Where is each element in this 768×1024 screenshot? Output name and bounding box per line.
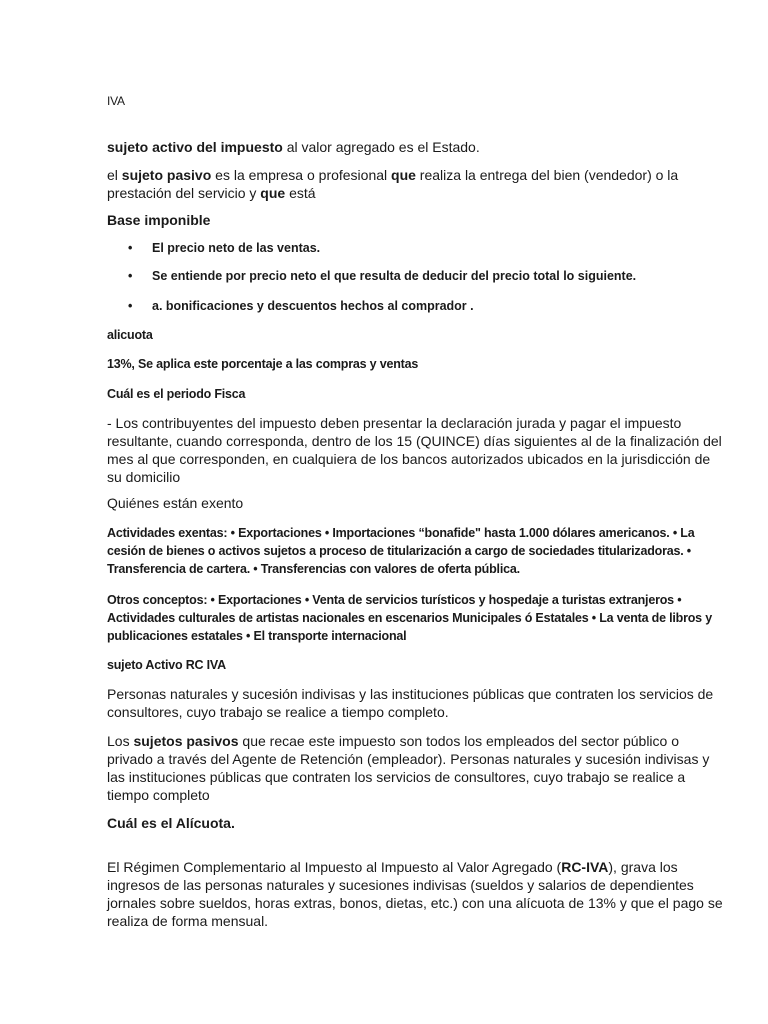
bold-term: que xyxy=(260,185,286,201)
text-span: El Régimen Complementario al Impuesto al Impuesto al Valor Agregado ( xyxy=(107,859,562,875)
list-item-text: Se entiende por precio neto el que resulta de deducir del precio total lo siguiente. xyxy=(152,269,637,283)
list-item xyxy=(128,269,728,283)
otros-conceptos: Otros conceptos: • Exportaciones • Venta de servicios turísticos y hospedaje a turistas extranjeros • Actividades culturales de artistas nacionales en escenarios Municipales ó Estatales • La venta de libros y publicaciones estatales • El transporte internacional xyxy=(107,593,712,643)
bullet-dot: • xyxy=(128,269,133,283)
paragraph-regimen xyxy=(107,858,728,930)
rc-iva-label: sujeto Activo RC IVA xyxy=(107,658,226,672)
alicuota-label: alicuota xyxy=(107,328,153,342)
rc-iva-text: Personas naturales y sucesión indivisas y las instituciones públicas que contraten los servicios de consultores, cuyo trabajo se realice a tiempo completo. xyxy=(107,686,714,720)
list-item xyxy=(128,241,728,255)
text-span: realiza la entrega del bien (vendedor) o la prestación del servicio y xyxy=(107,167,679,201)
bold-term: RC-IVA xyxy=(561,859,609,875)
periodo-label: Cuál es el periodo Fisca xyxy=(107,387,246,401)
text-span: Los xyxy=(107,733,134,749)
paragraph-sujeto-activo xyxy=(107,138,728,156)
bold-term: sujetos pasivos xyxy=(133,733,239,749)
text-span: es la empresa o profesional xyxy=(211,167,392,183)
list-item-text: a. bonificaciones y descuentos hechos al comprador . xyxy=(152,299,474,313)
text-span: está xyxy=(285,185,316,201)
list-item-text: El precio neto de las ventas. xyxy=(152,241,321,255)
bold-term: sujeto activo del impuesto xyxy=(107,139,283,155)
bullet-dot: • xyxy=(128,299,133,313)
heading-base-imponible: Base imponible xyxy=(107,212,211,228)
alicuota-text: 13%, Se aplica este porcentaje a las compras y ventas xyxy=(107,357,419,371)
text-span: ), grava los ingresos de las personas naturales y sucesiones indivisas (sueldos y salarios de dependientes jornales sobre sueldos, horas extras, bonos, dietas, etc.) con una alícuota de 13% y que el pago se realiza de forma mensual. xyxy=(107,859,723,929)
actividades-exentas: Actividades exentas: • Exportaciones • Importaciones “bonafide" hasta 1.000 dólares americanos. • La cesión de bienes o activos sujetos a proceso de titularización a cargo de sociedades titularizadoras. • Transferencia de cartera. • Transferencias con valores de oferta pública. xyxy=(107,526,695,576)
bold-term: sujeto pasivo xyxy=(121,167,212,183)
bold-term: que xyxy=(391,167,416,183)
text-span: que recae este impuesto son todos los empleados del sector público o privado a través del Agente de Retención (empleador). Personas naturales y sucesión indivisas y las instituciones públicas que contraten los servicios de consultores, cuyo trabajo se realice a tiempo completo xyxy=(107,733,710,803)
document-title: IVA xyxy=(107,94,125,108)
paragraph-sujeto-pasivo xyxy=(107,166,728,202)
exentos-label: Quiénes están exento xyxy=(107,495,244,511)
text-span: al valor agregado es el Estado. xyxy=(282,139,480,155)
paragraph-sujetos-pasivos xyxy=(107,732,728,804)
text-span: el xyxy=(107,167,122,183)
bullet-dot: • xyxy=(128,241,133,255)
list-item xyxy=(128,299,728,313)
periodo-text: - Los contribuyentes del impuesto deben presentar la declaración jurada y pagar el impuesto resultante, cuando corresponda, dentro de los 15 (QUINCE) días siguientes al de la finalización del mes al que corresponden, en cualquiera de los bancos autorizados ubicados en la jurisdicción de su domicilio xyxy=(107,415,722,485)
heading-alicuota: Cuál es el Alícuota. xyxy=(107,815,235,831)
